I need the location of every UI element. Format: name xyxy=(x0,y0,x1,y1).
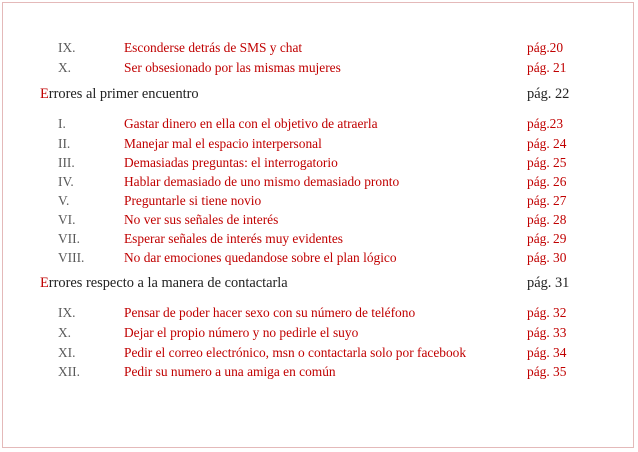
entry-title: Pedir su numero a una amiga en común xyxy=(124,364,336,379)
entry-page: pág. 35 xyxy=(527,364,567,379)
entry-page: pág. 32 xyxy=(527,305,567,320)
document-page xyxy=(2,2,634,448)
entry-number: VIII. xyxy=(58,250,85,265)
section-initial: E xyxy=(40,86,49,102)
toc-entry-vi[interactable] xyxy=(3,210,633,230)
entry-number: X. xyxy=(58,60,72,75)
entry-number: VII. xyxy=(58,231,80,246)
entry-title: Hablar demasiado de uno mismo demasiado pronto xyxy=(124,174,400,189)
entry-number: X. xyxy=(58,325,72,340)
section-heading-contactarla[interactable] xyxy=(3,272,633,294)
section-page: pág. 31 xyxy=(527,275,570,291)
section-title-rest: rrores al primer encuentro xyxy=(48,86,199,102)
toc-entry-v[interactable] xyxy=(3,191,633,211)
entry-title: Demasiadas preguntas: el interrogatorio xyxy=(124,155,338,170)
toc-entry-i[interactable] xyxy=(3,114,633,134)
toc-entry-viii[interactable] xyxy=(3,248,633,268)
section-title-rest: rrores respecto a la manera de contactarla xyxy=(48,275,288,291)
section-page: pág. 22 xyxy=(527,86,570,102)
entry-page: pág. 27 xyxy=(527,193,567,208)
entry-page: pág. 21 xyxy=(527,60,567,75)
entry-page: pág. 33 xyxy=(527,325,567,340)
entry-title: Manejar mal el espacio interpersonal xyxy=(124,136,322,151)
entry-page: pág. 30 xyxy=(527,250,567,265)
toc-entry-ix-a[interactable] xyxy=(3,38,633,58)
toc-entry-x-b[interactable] xyxy=(3,323,633,343)
entry-title: Dejar el propio número y no pedirle el suyo xyxy=(124,325,359,340)
entry-title: Esperar señales de interés muy evidentes xyxy=(124,231,344,246)
entry-page: pág.20 xyxy=(527,40,564,55)
entry-page: pág. 29 xyxy=(527,231,567,246)
entry-number: I. xyxy=(58,116,66,131)
toc-entry-x-a[interactable] xyxy=(3,58,633,78)
entry-number: XI. xyxy=(58,345,76,360)
toc-entry-xi[interactable] xyxy=(3,343,633,363)
entry-page: pág. 26 xyxy=(527,174,567,189)
entry-page: pág.23 xyxy=(527,116,564,131)
toc-entry-vii[interactable] xyxy=(3,229,633,249)
entry-title: No dar emociones quedandose sobre el plan lógico xyxy=(124,250,397,265)
entry-number: II. xyxy=(58,136,71,151)
section-initial: E xyxy=(40,275,49,291)
entry-title: No ver sus señales de interés xyxy=(124,212,279,227)
entry-number: IX. xyxy=(58,40,76,55)
toc-entry-xii[interactable] xyxy=(3,362,633,382)
entry-title: Esconderse detrás de SMS y chat xyxy=(124,40,303,55)
entry-page: pág. 25 xyxy=(527,155,567,170)
entry-title: Ser obsesionado por las mismas mujeres xyxy=(124,60,341,75)
section-title xyxy=(40,272,288,294)
section-title xyxy=(40,83,199,105)
toc-entry-iii[interactable] xyxy=(3,153,633,173)
entry-number: III. xyxy=(58,155,75,170)
entry-title: Gastar dinero en ella con el objetivo de atraerla xyxy=(124,116,378,131)
entry-title: Pensar de poder hacer sexo con su número de teléfono xyxy=(124,305,416,320)
toc-entry-ix-b[interactable] xyxy=(3,303,633,323)
section-heading-primer-encuentro[interactable] xyxy=(3,83,633,105)
entry-number: IX. xyxy=(58,305,76,320)
entry-title: Pedir el correo electrónico, msn o contactarla solo por facebook xyxy=(124,345,467,360)
entry-page: pág. 24 xyxy=(527,136,567,151)
entry-number: XII. xyxy=(58,364,80,379)
entry-number: IV. xyxy=(58,174,74,189)
entry-number: VI. xyxy=(58,212,76,227)
entry-number: V. xyxy=(58,193,70,208)
toc-entry-ii[interactable] xyxy=(3,134,633,154)
entry-page: pág. 34 xyxy=(527,345,567,360)
entry-page: pág. 28 xyxy=(527,212,567,227)
entry-title: Preguntarle si tiene novio xyxy=(124,193,262,208)
toc-entry-iv[interactable] xyxy=(3,172,633,192)
